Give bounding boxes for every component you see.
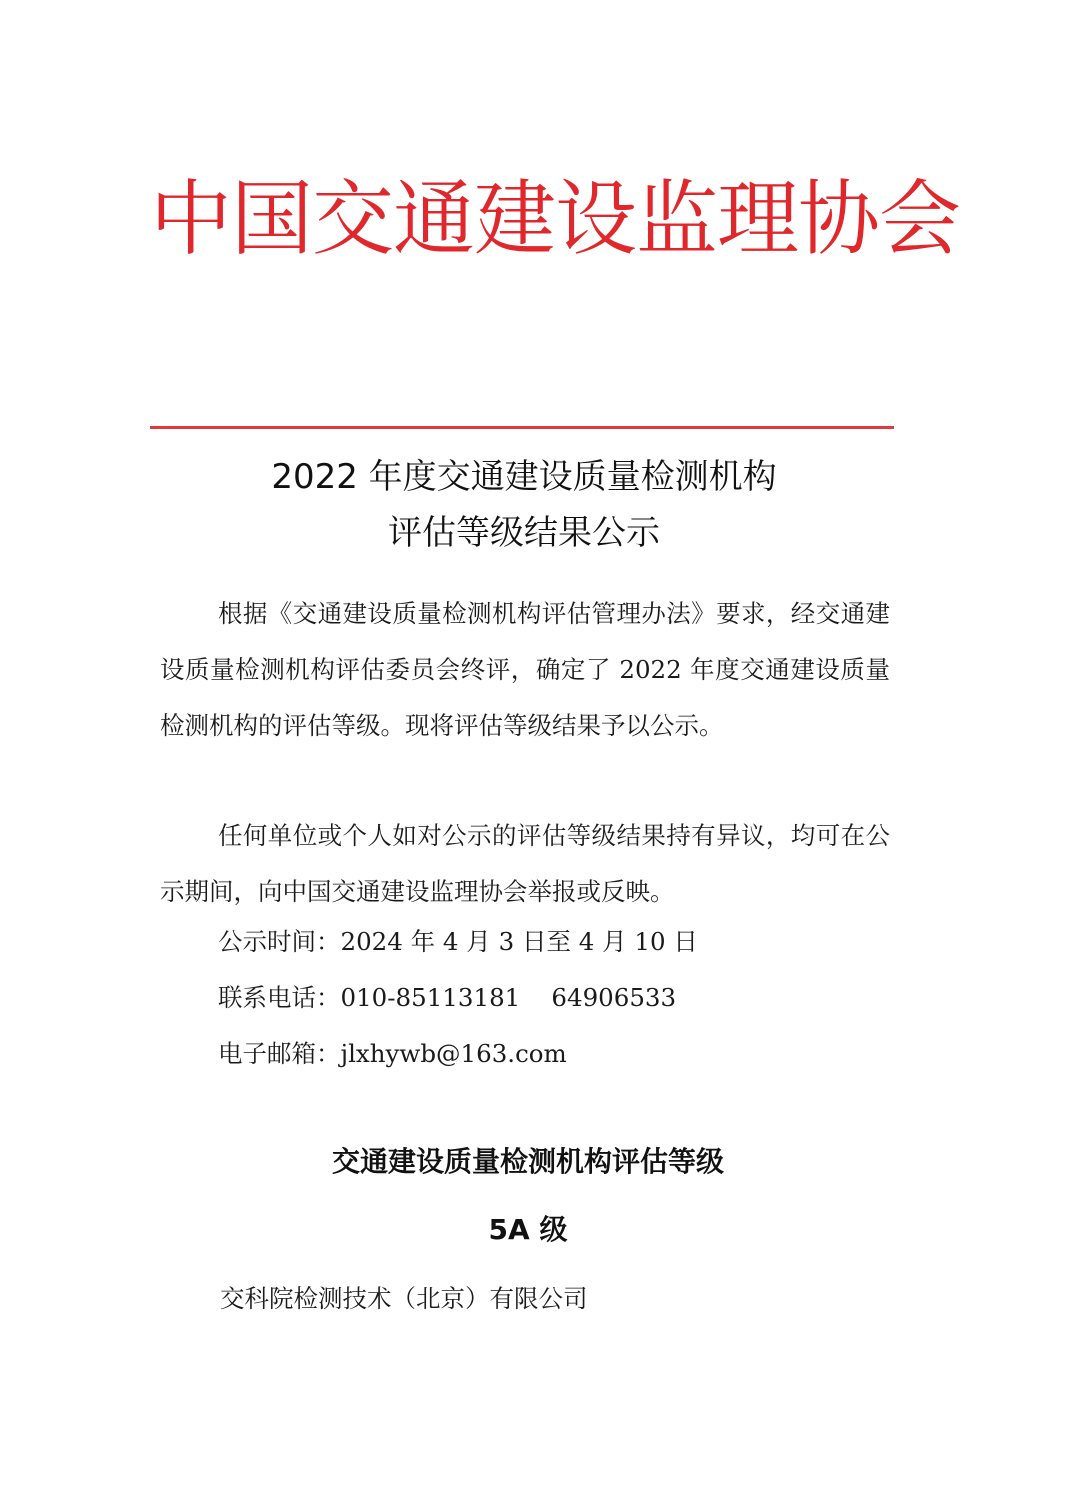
- body-paragraph-1: 根据《交通建设质量检测机构评估管理办法》要求，经交通建设质量检测机构评估委员会终评，确定了 2022 年度交通建设质量检测机构的评估等级。现将评估等级结果予以公示。: [160, 599, 890, 740]
- document-title-line-2: 评估等级结果公示: [388, 513, 660, 553]
- section-title: 交通建设质量检测机构评估等级: [331, 1145, 724, 1178]
- header-divider: [150, 426, 894, 429]
- body-paragraph-2: 任何单位或个人如对公示的评估等级结果持有异议，均可在公示期间，向中国交通建设监理协会举报或反映。: [160, 821, 890, 906]
- organization-header: 中国交通建设监理协会: [150, 172, 961, 267]
- contact-phone: 联系电话：010-85113181 64906533: [218, 983, 677, 1012]
- publicity-period: 公示时间：2024 年 4 月 3 日至 4 月 10 日: [218, 927, 698, 956]
- contact-email: 电子邮箱：jlxhywb@163.com: [218, 1039, 567, 1068]
- document-title-line-1: 2022 年度交通建设质量检测机构: [271, 457, 777, 497]
- company-list-item: 交科院检测技术（北京）有限公司: [220, 1284, 588, 1313]
- grade-heading: 5A 级: [488, 1213, 568, 1246]
